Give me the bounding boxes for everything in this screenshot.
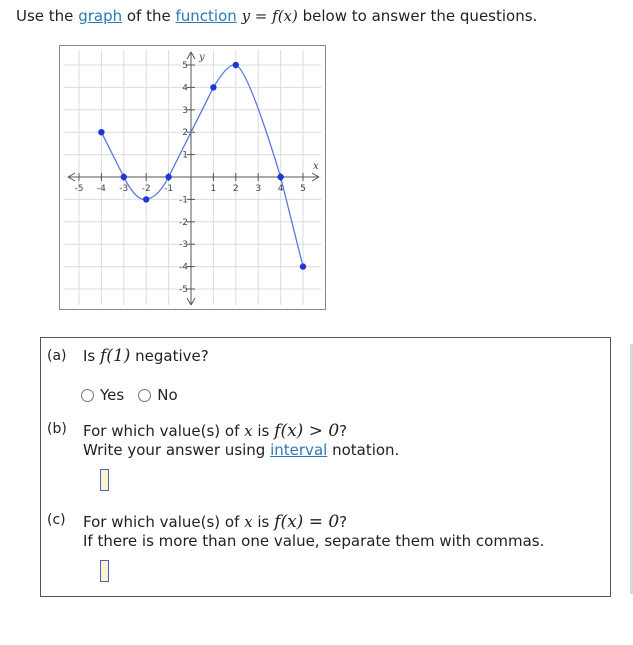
- y-tick-label: -1: [179, 195, 188, 206]
- graph-link[interactable]: graph: [78, 7, 123, 25]
- data-point: [165, 174, 171, 180]
- no-radio[interactable]: [138, 389, 151, 402]
- part-c-equation: f(x) = 0: [274, 512, 340, 532]
- x-tick-label: -1: [164, 184, 174, 194]
- prompt-text-start: Use the: [16, 7, 79, 25]
- part-b-label: (b): [47, 421, 67, 437]
- x-tick-label: 1: [210, 184, 217, 194]
- x-axis-label: x: [313, 161, 319, 172]
- y-tick-label: -5: [179, 285, 188, 295]
- part-b-box: [40, 413, 611, 505]
- y-tick-label: 5: [182, 61, 188, 71]
- y-tick-label: -2: [179, 217, 188, 228]
- part-c-question-middle: is: [252, 513, 275, 531]
- function-graph: [59, 45, 326, 310]
- data-point: [210, 84, 216, 90]
- x-tick-label: -3: [119, 184, 129, 194]
- part-a-label: (a): [47, 348, 67, 364]
- part-c-variable: x: [244, 513, 253, 531]
- y-tick-label: 3: [182, 105, 188, 116]
- prompt-text-middle: of the: [122, 7, 176, 25]
- part-b-variable: x: [244, 422, 253, 440]
- part-c-question-suffix: ?: [339, 513, 348, 531]
- y-tick-label: -3: [179, 240, 188, 251]
- part-a-question-suffix: negative?: [130, 347, 209, 365]
- x-tick-label: 3: [255, 184, 262, 194]
- y-tick-label: 1: [182, 150, 188, 161]
- part-c-hint: If there is more than one value, separate them with commas.: [83, 532, 545, 550]
- yes-no-options: [81, 386, 192, 404]
- y-axis-label: y: [199, 52, 205, 63]
- y-tick-label: 2: [182, 128, 188, 139]
- part-a-box: [40, 337, 611, 415]
- part-c-question-prefix: For which value(s) of: [83, 513, 245, 531]
- x-tick-label: 2: [232, 184, 239, 194]
- part-b-question-suffix: ?: [339, 422, 348, 440]
- part-b-question-prefix: For which value(s) of: [83, 422, 245, 440]
- data-point: [98, 129, 104, 135]
- part-c-answer-input[interactable]: [100, 560, 109, 582]
- part-b-hint-suffix: notation.: [327, 441, 400, 459]
- function-link[interactable]: function: [175, 7, 237, 25]
- graph-canvas: [60, 46, 325, 309]
- x-tick-label: -2: [141, 184, 151, 194]
- yes-label[interactable]: Yes: [100, 386, 125, 404]
- x-tick-label: 4: [277, 184, 284, 194]
- data-point: [300, 263, 306, 269]
- prompt-equation: y = f(x): [241, 7, 298, 25]
- part-b-hint: [83, 441, 399, 459]
- part-a-expression: f(1): [100, 346, 131, 366]
- prompt-text-end: below to answer the questions.: [297, 7, 538, 25]
- interval-link[interactable]: interval: [270, 441, 328, 459]
- y-tick-label: 4: [182, 83, 188, 94]
- data-point: [277, 174, 283, 180]
- part-b-question-middle: is: [252, 422, 275, 440]
- data-point: [121, 174, 127, 180]
- data-point: [233, 62, 239, 68]
- part-b-question: [83, 421, 347, 441]
- question-prompt: [16, 7, 537, 25]
- part-b-answer-input[interactable]: [100, 469, 109, 491]
- part-a-question: [55, 346, 209, 366]
- x-tick-label: 5: [300, 184, 306, 194]
- part-a-question-prefix: Is: [83, 347, 101, 365]
- part-b-inequality: f(x) > 0: [274, 421, 340, 441]
- x-tick-label: -4: [96, 184, 106, 194]
- data-point: [143, 196, 149, 202]
- function-curve: [101, 65, 303, 267]
- part-b-hint-prefix: Write your answer using: [83, 441, 271, 459]
- x-tick-label: -5: [74, 184, 84, 194]
- part-c-label: (c): [47, 512, 66, 528]
- no-label[interactable]: No: [157, 386, 178, 404]
- part-c-question: [83, 512, 347, 532]
- yes-radio[interactable]: [81, 389, 94, 402]
- part-c-box: [40, 504, 611, 597]
- y-tick-label: -4: [179, 262, 188, 273]
